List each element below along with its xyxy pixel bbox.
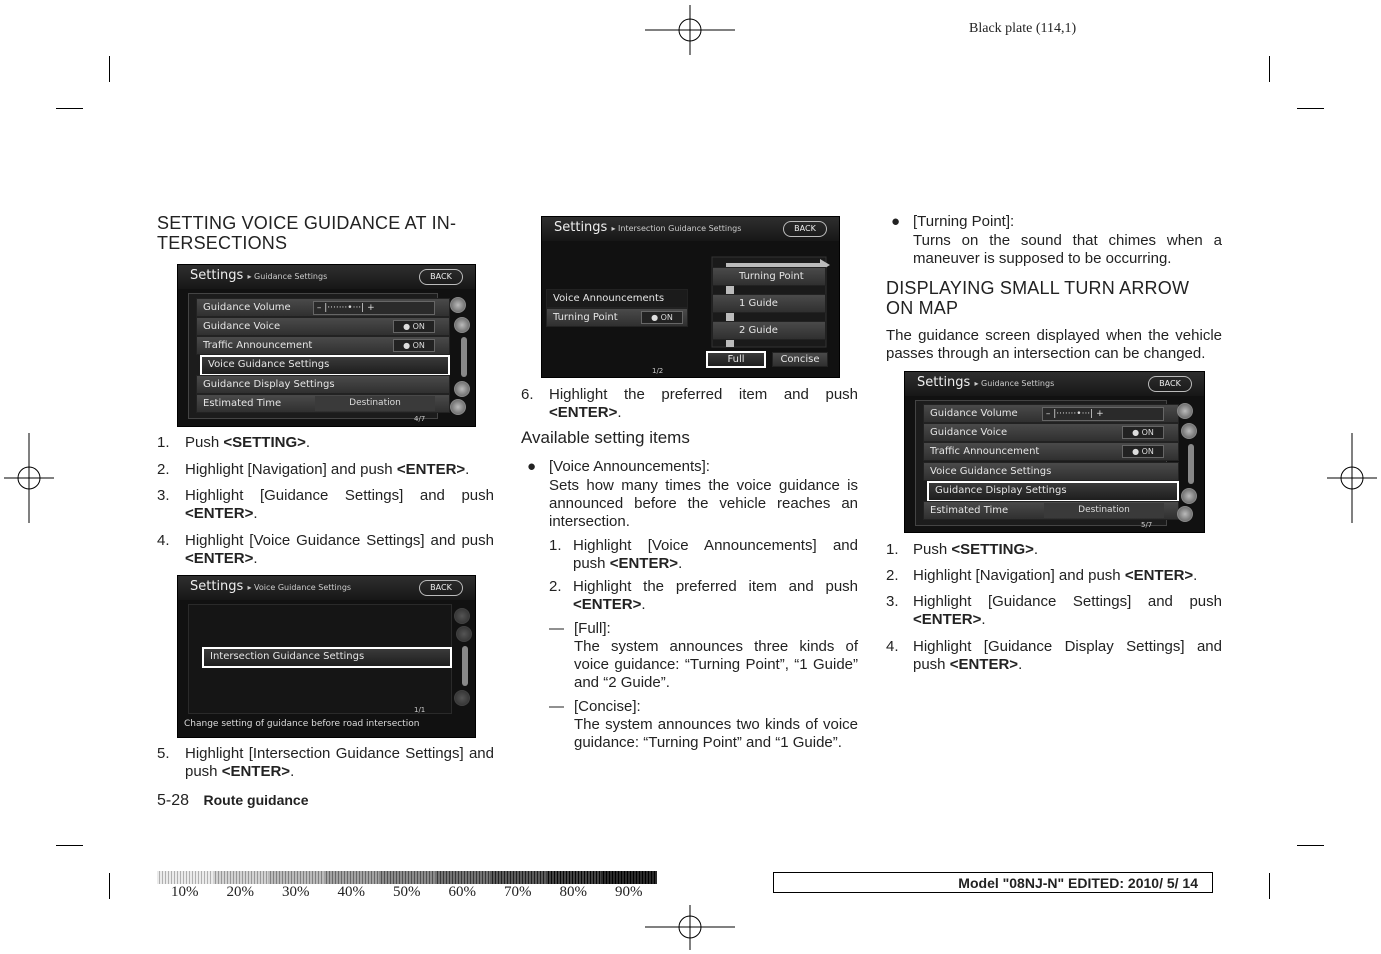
volume-slider[interactable]: – |·······•···| + (313, 301, 435, 315)
step-key: <ENTER> (185, 505, 254, 522)
bullet-icon: ● (527, 458, 537, 475)
step-text: Highlight the preferred item and push (549, 386, 858, 403)
full-option[interactable] (706, 351, 766, 368)
step-number: 2. (886, 567, 899, 584)
crop-mark (1269, 873, 1270, 899)
crop-mark (56, 108, 83, 109)
dash-icon: — (549, 620, 564, 637)
step-number: 5. (157, 745, 170, 762)
screenshot-voice-guidance-settings (177, 575, 476, 738)
screen-breadcrumb: ▸ Intersection Guidance Settings (611, 224, 742, 233)
guide-label: 2 Guide (739, 325, 778, 336)
list-item-label: Voice Guidance Settings (208, 359, 330, 370)
list-item[interactable] (546, 289, 688, 308)
step-punct: . (1018, 656, 1023, 673)
step-text: Push (185, 434, 224, 451)
screen-title (190, 579, 351, 594)
concise-option[interactable] (772, 352, 828, 367)
list-item-label: Traffic Announcement (930, 446, 1040, 457)
scroll-down-icon[interactable] (1181, 488, 1197, 504)
list-item-label: Guidance Display Settings (203, 379, 335, 390)
list-item-label: Guidance Volume (930, 408, 1018, 419)
percent-label: 30% (282, 884, 310, 900)
scroll-bottom-icon[interactable] (1177, 506, 1193, 522)
list-item-label: Estimated Time (930, 505, 1009, 516)
percent-label: 40% (337, 884, 365, 900)
percent-label: 20% (226, 884, 254, 900)
bullet-title: [Voice Announcements]: (549, 458, 710, 475)
value-text: Destination (1044, 503, 1164, 518)
heading-line: TERSECTIONS (157, 233, 288, 253)
crop-mark (56, 845, 83, 846)
step-number: 3. (157, 487, 170, 504)
step-text: Highlight [Navigation] and push (185, 461, 397, 478)
step-key: <ENTER> (949, 656, 1019, 673)
list-item[interactable] (196, 336, 450, 355)
bullet-text: Sets how many times the voice guidance is announced before the vehicle reaches an intersection. (549, 477, 858, 530)
list-item-label: Turning Point (553, 312, 618, 323)
registration-mark-icon (1327, 433, 1377, 523)
list-item-label: Voice Announcements (553, 293, 665, 304)
list-item[interactable] (546, 308, 688, 327)
percent-label: 50% (393, 884, 421, 900)
bullet-title: [Turning Point]: (913, 213, 1015, 230)
gray-step (435, 871, 491, 884)
scroll-top-icon[interactable] (450, 297, 466, 313)
guide-label: Turning Point (739, 271, 804, 282)
screenshot-intersection-guidance-settings (541, 216, 840, 378)
screen-breadcrumb: ▸ Guidance Settings (247, 272, 328, 281)
scroll-down-icon[interactable] (454, 381, 470, 397)
scroll-up-icon[interactable] (456, 626, 472, 642)
step-number: 4. (157, 532, 170, 549)
step-key: <ENTER> (573, 596, 642, 613)
page-indicator: 1/2 (652, 367, 664, 375)
page-indicator: 5/7 (1141, 521, 1153, 529)
scrollbar[interactable] (462, 646, 468, 686)
on-text: ON (1141, 447, 1154, 456)
back-button[interactable]: BACK (1148, 376, 1192, 392)
percent-label: 90% (615, 884, 643, 900)
option-title: [Concise]: (574, 698, 641, 715)
list-item[interactable] (923, 501, 1179, 520)
step-text: Highlight [Voice Announcements] and push (573, 537, 858, 572)
heading-line: SETTING VOICE GUIDANCE AT IN- (157, 213, 457, 233)
percent-label: 10% (171, 884, 199, 900)
step-text: Highlight [Intersection Guidance Settings] and push (185, 745, 494, 780)
registration-mark-icon (645, 5, 735, 55)
list-item-label: Guidance Display Settings (935, 485, 1067, 496)
step-text: Push (913, 541, 952, 558)
step-punct: . (253, 550, 258, 567)
screen-breadcrumb: ▸ Voice Guidance Settings (247, 583, 352, 592)
step-number: 3. (886, 593, 899, 610)
back-button[interactable]: BACK (783, 221, 827, 237)
on-indicator: ● ON (1122, 445, 1164, 458)
screen-title-text: Settings (190, 579, 244, 594)
percent-label: 80% (559, 884, 587, 900)
page-number: 5-28 (157, 792, 190, 809)
on-text: ON (1141, 428, 1154, 437)
on-indicator: ● ON (641, 311, 683, 324)
step-number: 6. (521, 386, 534, 403)
step-key: <ENTER> (1124, 567, 1194, 584)
list-item-label: Estimated Time (203, 398, 282, 409)
step-number: 1. (157, 434, 170, 451)
option-label: Concise (780, 354, 820, 365)
list-item[interactable] (196, 394, 450, 413)
bullet-icon: ● (891, 213, 901, 230)
section-heading (157, 213, 456, 253)
screen-title-text: Settings (554, 220, 608, 235)
model-text: Model "08NJ-N" EDITED: 2010/ 5/ 14 (958, 875, 1198, 891)
step-text: Highlight [Guidance Settings] and push (185, 487, 494, 504)
plate-label: Black plate (114,1) (969, 21, 1077, 36)
option-title: [Full]: (574, 620, 611, 637)
on-text: ON (412, 322, 425, 331)
scroll-up-icon[interactable] (454, 317, 470, 333)
crop-mark (1297, 108, 1324, 109)
percent-label: 70% (504, 884, 532, 900)
step-punct: . (1033, 541, 1039, 558)
scroll-up-icon[interactable] (1181, 423, 1197, 439)
scrollbar[interactable] (461, 337, 467, 377)
percent-label: 60% (448, 884, 476, 900)
list-item-label: Traffic Announcement (203, 340, 313, 351)
crop-mark (109, 56, 110, 82)
step-punct: . (981, 611, 986, 628)
screen-title (917, 375, 1054, 390)
crop-mark (1269, 56, 1270, 82)
list-item[interactable] (923, 423, 1179, 442)
dash-icon: — (549, 698, 564, 715)
step-punct: . (465, 461, 470, 478)
screen-title (190, 268, 327, 283)
gray-step (157, 871, 213, 884)
step-punct: . (1193, 567, 1198, 584)
list-item-label: Guidance Volume (203, 302, 291, 313)
guide-label: 1 Guide (739, 298, 778, 309)
screen-hint-text: Change setting of guidance before road intersection (184, 719, 420, 729)
step-key: <ENTER> (913, 611, 982, 628)
crop-mark (1297, 845, 1324, 846)
list-item[interactable] (196, 375, 450, 394)
section-heading (886, 278, 1189, 318)
model-info-box (773, 872, 1213, 893)
step-text: Highlight [Guidance Settings] and push (913, 593, 1222, 610)
option-description: The system announces three kinds of voice guidance: “Turning Point”, “1 Guide” and “2 Guide”. (574, 638, 858, 691)
step-key: <ENTER> (549, 404, 618, 421)
step-number: 2. (549, 578, 562, 595)
option-description: The system announces two kinds of voice guidance: “Turning Point” and “1 Guide”. (574, 716, 858, 751)
screenshot-guidance-settings-display (904, 371, 1205, 533)
page-indicator: 4/7 (414, 415, 426, 423)
step-punct: . (253, 505, 258, 522)
screenshot-guidance-settings (177, 264, 476, 427)
list-item-label: Intersection Guidance Settings (210, 651, 365, 662)
step-text: Highlight [Voice Guidance Settings] and push (185, 532, 494, 549)
subheading: Available setting items (521, 428, 690, 447)
scroll-top-icon[interactable] (1177, 403, 1193, 419)
step-key: <ENTER> (396, 461, 466, 478)
scrollbar[interactable] (1188, 444, 1194, 484)
guide-point (712, 321, 826, 340)
on-indicator: ● ON (393, 320, 435, 333)
on-text: ON (660, 313, 673, 322)
crop-mark (109, 873, 110, 899)
step-text: Highlight the preferred item and push (573, 578, 858, 595)
step-key: <SETTING> (951, 541, 1034, 558)
step-key: <ENTER> (185, 550, 254, 567)
list-item[interactable] (923, 404, 1179, 423)
gray-step (324, 871, 380, 884)
screen-title-text: Settings (917, 375, 971, 390)
list-item-label: Voice Guidance Settings (930, 466, 1052, 477)
gray-step (490, 871, 546, 884)
step-punct: . (641, 596, 646, 613)
list-item[interactable] (923, 462, 1179, 481)
scroll-top-icon[interactable] (454, 608, 470, 624)
heading-line: ON MAP (886, 298, 959, 318)
list-item-label: Guidance Voice (930, 427, 1008, 438)
step-key: <ENTER> (221, 763, 291, 780)
list-item[interactable] (923, 442, 1179, 461)
gray-step (546, 871, 602, 884)
screen-breadcrumb: ▸ Guidance Settings (974, 379, 1055, 388)
step-number: 2. (157, 461, 170, 478)
step-key: <SETTING> (223, 434, 306, 451)
value-text: Destination (315, 396, 435, 411)
guide-point (712, 267, 826, 286)
heading-line: DISPLAYING SMALL TURN ARROW (886, 278, 1190, 298)
intro-text: The guidance screen displayed when the vehicle passes through an intersection can be changed. (886, 327, 1222, 362)
page-indicator: 1/1 (414, 706, 426, 714)
bullet-text: Turns on the sound that chimes when a maneuver is supposed to be occurring. (913, 232, 1222, 267)
guide-point (712, 294, 826, 313)
section-name: Route guidance (203, 792, 309, 808)
gray-step (213, 871, 269, 884)
step-punct: . (617, 404, 622, 421)
list-item[interactable] (196, 317, 450, 336)
screen-title (554, 220, 741, 235)
gray-step (379, 871, 435, 884)
volume-slider[interactable]: – |·······•···| + (1042, 407, 1164, 421)
registration-mark-icon (645, 905, 735, 950)
option-label: Full (727, 354, 745, 365)
list-item-selected[interactable] (927, 481, 1179, 502)
step-text: Highlight [Guidance Display Settings] and push (913, 638, 1222, 673)
list-item-selected[interactable] (202, 647, 452, 668)
gray-step (268, 871, 324, 884)
scroll-down-icon[interactable] (454, 690, 470, 706)
back-button[interactable]: BACK (419, 269, 463, 285)
screen-title-text: Settings (190, 268, 244, 283)
registration-mark-icon (4, 433, 54, 523)
step-punct: . (305, 434, 311, 451)
on-indicator: ● ON (1122, 426, 1164, 439)
back-button[interactable]: BACK (419, 580, 463, 596)
list-item-selected[interactable] (200, 355, 450, 376)
step-punct: . (290, 763, 295, 780)
step-punct: . (678, 555, 683, 572)
gray-step (601, 871, 657, 884)
page-footer (157, 792, 309, 810)
list-item-label: Guidance Voice (203, 321, 281, 332)
on-indicator: ● ON (393, 339, 435, 352)
scroll-bottom-icon[interactable] (450, 399, 466, 415)
step-key: <ENTER> (609, 555, 679, 572)
step-number: 4. (886, 638, 899, 655)
list-item[interactable] (196, 298, 450, 317)
step-number: 1. (886, 541, 899, 558)
step-number: 1. (549, 537, 562, 554)
on-text: ON (412, 341, 425, 350)
step-text: Highlight [Navigation] and push (913, 567, 1125, 584)
